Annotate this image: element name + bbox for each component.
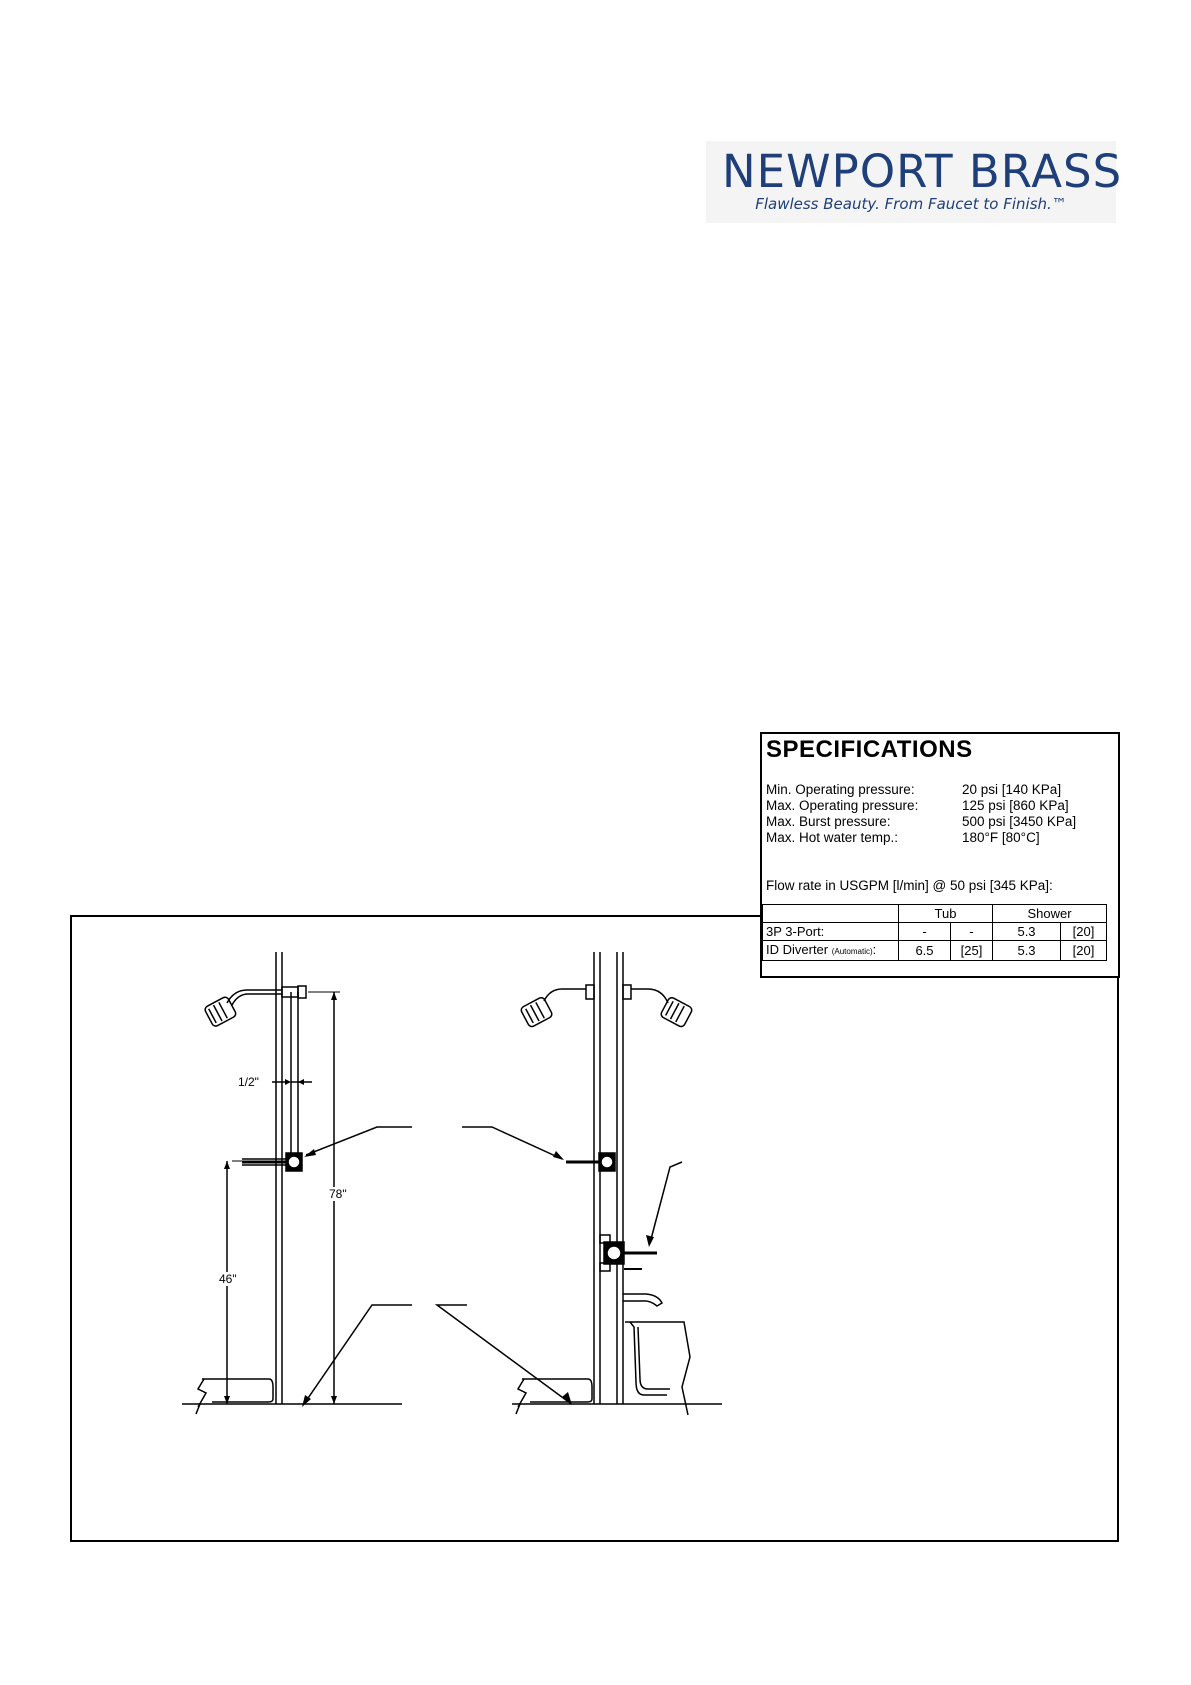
valve-leader: [306, 1127, 412, 1155]
flow-rate-title: Flow rate in USGPM [l/min] @ 50 psi [345 KPa]:: [766, 878, 1053, 893]
table-cell: -: [899, 923, 951, 941]
brand-logo: [706, 141, 1123, 223]
valve-leader: [462, 1127, 562, 1159]
spec-label: Min. Operating pressure:: [766, 782, 915, 797]
dimension-label: 46": [219, 1272, 237, 1286]
installation-diagram: [72, 917, 1121, 1544]
dimension-label: 78": [329, 1187, 347, 1201]
shower-arm-flange: [282, 987, 298, 997]
spec-value: 20 psi [140 KPa]: [962, 782, 1062, 797]
table-header-cell: Tub: [899, 905, 993, 923]
table-cell: [20]: [1061, 941, 1107, 961]
shower-head-icon: [660, 996, 693, 1028]
tub-shower-diagram: [437, 952, 722, 1415]
shower-only-diagram: [182, 952, 412, 1414]
table-row-label: 3P 3-Port:: [763, 923, 899, 941]
specifications-title: SPECIFICATIONS: [766, 736, 973, 763]
shower-head-icon: [520, 996, 553, 1028]
floor-leader: [304, 1305, 412, 1404]
table-row: [763, 941, 1107, 961]
table-row-label: ID Diverter (Automatic):: [763, 941, 899, 961]
table-row: [763, 923, 1107, 941]
tub-spout-icon: [623, 1294, 662, 1306]
diverter-leader: [650, 1162, 682, 1243]
logo-wordmark: NEWPORT BRASS: [722, 145, 1123, 198]
valve-icon: [242, 1153, 302, 1171]
table-cell: [25]: [951, 941, 993, 961]
specifications-panel: [760, 732, 1120, 978]
table-header-cell: [763, 905, 899, 923]
logo-tagline: Flawless Beauty. From Faucet to Finish.™: [755, 195, 1067, 213]
table-cell: 5.3: [993, 923, 1061, 941]
flow-rate-table: [762, 904, 1107, 961]
spec-label: Max. Operating pressure:: [766, 798, 919, 813]
dimension-label: 1/2": [238, 1075, 259, 1089]
spec-value: 500 psi [3450 KPa]: [962, 814, 1077, 829]
table-cell: [20]: [1061, 923, 1107, 941]
table-header-cell: Shower: [993, 905, 1107, 923]
spec-value: 125 psi [860 KPa]: [962, 798, 1069, 813]
spec-label: Max. Burst pressure:: [766, 814, 891, 829]
spec-label: Max. Hot water temp.:: [766, 830, 899, 845]
installation-drawing: [70, 915, 1119, 1542]
shower-head-icon: [204, 996, 237, 1028]
valve-icon: [566, 1153, 615, 1171]
tub-outline: [522, 1379, 592, 1402]
mode-note: (Automatic): [831, 947, 873, 956]
table-cell: 5.3: [993, 941, 1061, 961]
break-line: [198, 1379, 206, 1407]
tub-outline: [202, 1379, 273, 1402]
table-cell: -: [951, 923, 993, 941]
spec-value: 180°F [80°C]: [962, 830, 1040, 845]
table-cell: 6.5: [899, 941, 951, 961]
table-header-row: [763, 905, 1107, 923]
